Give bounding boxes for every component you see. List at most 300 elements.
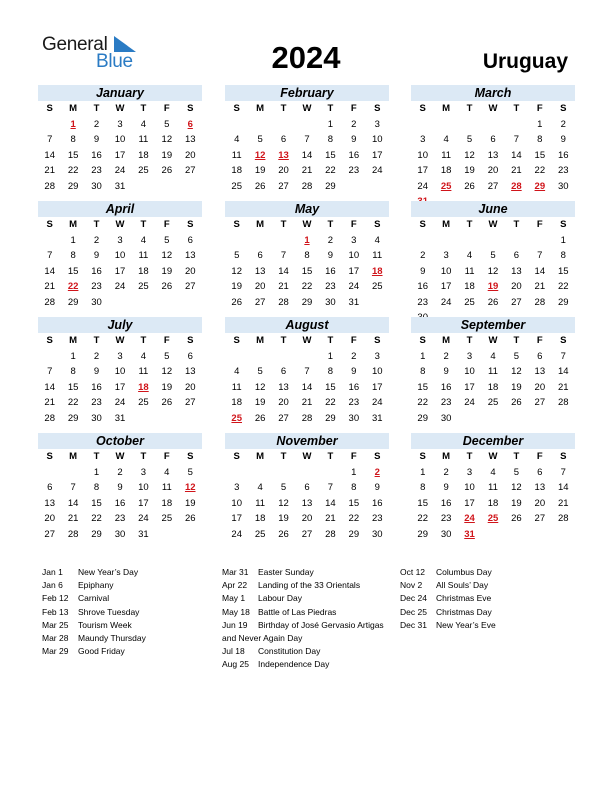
day-cell: 31	[138, 528, 149, 540]
day-cell: 28	[557, 513, 569, 524]
day-cell: 5	[164, 350, 170, 362]
day-cell: 17	[231, 513, 242, 524]
week-row	[411, 248, 575, 264]
holiday-date: Mar 25	[42, 619, 69, 630]
month-march	[411, 85, 575, 210]
day-cell: 3	[374, 118, 380, 130]
day-cell: 8	[351, 482, 357, 493]
empty-cell	[505, 411, 528, 427]
day-cell: 30	[440, 528, 452, 540]
holiday-name: Christmas Eve	[436, 593, 492, 604]
weekday-label: T	[280, 103, 287, 114]
holiday-name: Good Friday	[78, 646, 125, 657]
month-april	[38, 201, 202, 310]
month-title: September	[411, 317, 575, 333]
holiday-list-item	[42, 579, 146, 592]
day-cell: 24	[114, 281, 126, 292]
day-cell: 29	[325, 412, 336, 424]
weekday-header-row	[38, 333, 202, 349]
holiday-date: Feb 12	[42, 593, 69, 604]
holiday-list-item	[222, 606, 384, 619]
day-cell: 13	[301, 497, 313, 509]
day-cell: 1	[93, 466, 100, 478]
day-cell: 21	[557, 497, 569, 509]
week-row	[411, 148, 575, 164]
day-cell: 25	[161, 513, 173, 524]
day-cell: 5	[513, 466, 520, 478]
day-cell: 15	[557, 265, 569, 277]
day-cell: 8	[70, 366, 76, 377]
day-cell: 4	[140, 234, 147, 246]
empty-cell	[272, 349, 295, 365]
day-cell: 29	[417, 412, 428, 424]
day-cell: 18	[161, 497, 173, 509]
day-cell: 24	[114, 397, 126, 408]
week-row	[225, 349, 389, 365]
country-name: Uruguay	[482, 50, 568, 73]
holiday-name: Carnival	[78, 593, 110, 604]
day-cell: 5	[187, 466, 193, 478]
weekday-label: T	[93, 103, 100, 114]
day-cell: 30	[557, 180, 569, 192]
day-cell: 15	[325, 149, 336, 161]
day-cell: 8	[537, 134, 543, 145]
holiday-list-item	[222, 632, 384, 645]
week-row	[38, 496, 202, 512]
week-row	[411, 527, 575, 543]
holiday-name: Epiphany	[78, 580, 114, 591]
day-cell: 9	[443, 482, 449, 493]
day-cell: 4	[234, 134, 240, 145]
day-cell: 4	[257, 482, 263, 493]
empty-cell	[434, 117, 457, 133]
weekday-label: S	[187, 219, 194, 230]
day-cell: 29	[348, 528, 360, 540]
day-cell: 13	[487, 149, 499, 161]
day-cell: 7	[560, 466, 566, 478]
day-cell: 5	[164, 234, 170, 246]
holiday-name: Labour Day	[258, 593, 302, 604]
empty-cell	[295, 465, 318, 481]
holiday-day-cell: 2	[374, 466, 380, 478]
day-cell: 22	[67, 397, 79, 408]
day-cell: 13	[184, 250, 196, 261]
day-cell: 25	[231, 180, 242, 192]
empty-cell	[132, 411, 155, 427]
day-cell: 10	[114, 366, 126, 377]
week-row	[38, 349, 202, 365]
empty-cell	[108, 295, 131, 311]
weekday-label: S	[560, 451, 567, 462]
empty-cell	[295, 117, 318, 133]
weekday-header-row	[225, 101, 389, 117]
day-cell: 15	[417, 381, 428, 393]
day-cell: 10	[138, 482, 149, 493]
holiday-list-item	[42, 645, 146, 658]
holiday-name: Independence Day	[258, 659, 330, 670]
day-cell: 9	[374, 482, 380, 493]
weekday-label: T	[140, 219, 147, 230]
day-cell: 30	[91, 180, 102, 192]
empty-cell	[481, 411, 504, 427]
day-cell: 4	[490, 466, 496, 478]
day-cell: 20	[511, 281, 522, 292]
day-cell: 3	[140, 466, 147, 478]
weekday-label: T	[327, 103, 334, 114]
empty-cell	[225, 233, 248, 249]
day-cell: 19	[278, 513, 289, 524]
day-cell: 20	[487, 165, 499, 176]
week-row	[411, 295, 575, 311]
day-cell: 26	[511, 397, 522, 408]
week-row	[225, 480, 389, 496]
day-cell: 16	[440, 497, 452, 509]
holiday-date: Jan 6	[42, 580, 63, 591]
day-cell: 11	[138, 250, 149, 261]
holiday-day-cell: 12	[254, 149, 266, 161]
weekday-label: S	[46, 451, 53, 462]
day-cell: 22	[325, 397, 336, 408]
day-cell: 29	[301, 296, 313, 308]
day-cell: 5	[234, 250, 240, 261]
empty-cell	[38, 465, 61, 481]
week-row	[411, 279, 575, 295]
day-cell: 4	[374, 234, 380, 246]
day-cell: 24	[138, 513, 149, 524]
day-cell: 17	[114, 381, 126, 393]
day-cell: 24	[371, 165, 383, 176]
day-cell: 26	[464, 180, 475, 192]
holiday-day-cell: 6	[187, 118, 193, 130]
day-cell: 20	[254, 281, 266, 292]
day-cell: 13	[254, 265, 266, 277]
day-cell: 14	[67, 497, 79, 509]
holiday-list-item	[42, 632, 146, 645]
day-cell: 7	[47, 250, 53, 261]
empty-cell	[38, 349, 61, 365]
holiday-date: Mar 29	[42, 646, 69, 657]
day-cell: 21	[67, 513, 79, 524]
holiday-date: Dec 24	[400, 593, 427, 604]
day-cell: 7	[304, 366, 310, 377]
empty-cell	[38, 117, 61, 133]
week-row	[38, 465, 202, 481]
empty-cell	[132, 295, 155, 311]
day-cell: 11	[488, 366, 498, 377]
day-cell: 26	[487, 296, 499, 308]
day-cell: 20	[534, 497, 546, 509]
day-cell: 27	[184, 397, 196, 408]
day-cell: 27	[184, 281, 196, 292]
day-cell: 28	[325, 528, 336, 540]
day-cell: 18	[138, 149, 149, 161]
day-cell: 28	[301, 180, 313, 192]
empty-cell	[366, 295, 389, 311]
week-row	[225, 148, 389, 164]
empty-cell	[458, 233, 481, 249]
week-row	[38, 163, 202, 179]
day-cell: 16	[91, 265, 102, 277]
week-row	[225, 496, 389, 512]
day-cell: 11	[138, 134, 149, 145]
day-cell: 11	[138, 366, 149, 377]
day-cell: 5	[490, 250, 496, 261]
empty-cell	[155, 179, 178, 195]
empty-cell	[225, 465, 248, 481]
weekday-label: T	[513, 219, 520, 230]
day-cell: 30	[114, 528, 126, 540]
holiday-name: Battle of Las Piedras	[258, 606, 337, 617]
week-row	[411, 264, 575, 280]
week-row	[38, 264, 202, 280]
day-cell: 3	[420, 134, 426, 145]
week-row	[38, 395, 202, 411]
day-cell: 5	[164, 118, 170, 130]
day-cell: 12	[464, 149, 475, 161]
day-cell: 15	[301, 265, 313, 277]
day-cell: 12	[161, 366, 173, 377]
weekday-label: W	[488, 103, 498, 114]
weekday-label: F	[163, 219, 170, 230]
weekday-label: T	[140, 451, 147, 462]
empty-cell	[366, 179, 389, 195]
day-cell: 28	[67, 528, 79, 540]
day-cell: 15	[67, 149, 79, 161]
day-cell: 8	[327, 134, 334, 145]
weekday-label: W	[302, 103, 312, 114]
day-cell: 9	[351, 134, 357, 145]
day-cell: 29	[557, 296, 569, 308]
day-cell: 3	[443, 250, 449, 261]
empty-cell	[248, 233, 271, 249]
holiday-name: Constitution Day	[258, 646, 321, 657]
day-cell: 5	[513, 350, 520, 362]
day-cell: 14	[44, 381, 55, 393]
day-cell: 19	[511, 381, 522, 393]
empty-cell	[132, 179, 155, 195]
weekday-label: M	[256, 451, 265, 462]
holiday-day-cell: 25	[440, 180, 452, 192]
week-row	[411, 511, 575, 527]
day-cell: 26	[254, 180, 266, 192]
holiday-list-item	[42, 592, 146, 605]
day-cell: 11	[255, 497, 266, 509]
week-row	[225, 163, 389, 179]
weekday-label: W	[115, 335, 125, 346]
day-cell: 3	[466, 466, 473, 478]
week-row	[411, 411, 575, 427]
holiday-list-item	[222, 566, 384, 579]
day-cell: 25	[254, 528, 266, 540]
day-cell: 24	[440, 296, 452, 308]
holiday-name: Maundy Thursday	[78, 632, 146, 643]
holiday-list-item	[222, 645, 384, 658]
day-cell: 9	[117, 482, 123, 493]
weekday-label: T	[513, 335, 520, 346]
day-cell: 13	[184, 134, 196, 145]
day-cell: 22	[557, 281, 569, 292]
day-cell: 2	[420, 250, 426, 261]
empty-cell	[295, 349, 318, 365]
day-cell: 5	[257, 366, 263, 377]
day-cell: 27	[301, 528, 313, 540]
day-cell: 15	[534, 149, 546, 161]
day-cell: 17	[440, 281, 452, 292]
day-cell: 3	[117, 234, 123, 246]
week-row	[225, 179, 389, 195]
weekday-label: S	[187, 451, 194, 462]
weekday-label: F	[350, 451, 357, 462]
weekday-label: S	[374, 451, 381, 462]
day-cell: 17	[371, 381, 383, 393]
day-cell: 13	[44, 497, 55, 509]
holiday-list-item	[42, 566, 146, 579]
holiday-name: Easter Sunday	[258, 567, 314, 577]
day-cell: 18	[487, 381, 499, 393]
week-row	[411, 179, 575, 195]
day-cell: 20	[184, 265, 196, 277]
day-cell: 8	[70, 250, 76, 261]
week-row	[411, 380, 575, 396]
month-title: June	[411, 201, 575, 217]
day-cell: 27	[511, 296, 522, 308]
holiday-name: All Souls’ Day	[436, 580, 489, 591]
day-cell: 18	[487, 497, 499, 509]
weekday-label: F	[536, 335, 543, 346]
day-cell: 16	[557, 149, 569, 161]
day-cell: 1	[327, 350, 334, 362]
week-row	[225, 411, 389, 427]
weekday-label: T	[93, 335, 100, 346]
weekday-label: W	[115, 219, 125, 230]
holiday-name: New Year’s Eve	[436, 619, 496, 630]
day-cell: 17	[138, 497, 149, 509]
holiday-name: New Year’s Day	[78, 567, 139, 577]
day-cell: 10	[371, 134, 383, 145]
day-cell: 6	[280, 366, 287, 377]
day-cell: 10	[371, 366, 383, 377]
day-cell: 28	[44, 412, 55, 424]
day-cell: 11	[231, 381, 242, 393]
weekday-label: S	[187, 335, 194, 346]
day-cell: 12	[511, 482, 522, 493]
month-june	[411, 201, 575, 326]
week-row	[225, 380, 389, 396]
day-cell: 11	[488, 482, 498, 493]
day-cell: 17	[371, 149, 383, 161]
day-cell: 18	[464, 281, 475, 292]
day-cell: 19	[231, 281, 242, 292]
week-row	[38, 411, 202, 427]
day-cell: 11	[441, 149, 452, 161]
week-row	[38, 233, 202, 249]
day-cell: 2	[443, 466, 449, 478]
day-cell: 6	[47, 482, 53, 493]
day-cell: 15	[325, 381, 336, 393]
day-cell: 21	[325, 513, 336, 524]
day-cell: 21	[511, 165, 522, 176]
day-cell: 16	[91, 381, 102, 393]
holiday-day-cell: 31	[464, 528, 475, 540]
day-cell: 31	[114, 180, 126, 192]
day-cell: 31	[114, 412, 126, 424]
day-cell: 27	[487, 180, 499, 192]
holiday-day-cell: 25	[231, 412, 242, 424]
month-title: May	[225, 201, 389, 217]
empty-cell	[528, 411, 551, 427]
day-cell: 23	[114, 513, 126, 524]
day-cell: 17	[114, 265, 126, 277]
month-may	[225, 201, 389, 310]
holiday-date: Jul 18	[222, 646, 245, 657]
month-title: October	[38, 433, 202, 449]
day-cell: 1	[560, 234, 566, 246]
empty-cell	[225, 117, 248, 133]
empty-cell	[179, 295, 202, 311]
holiday-column	[222, 566, 384, 672]
month-title: April	[38, 201, 202, 217]
holiday-day-cell: 22	[67, 281, 79, 292]
day-cell: 18	[440, 165, 452, 176]
logo-text-general: General	[42, 34, 108, 55]
day-cell: 23	[348, 165, 360, 176]
holiday-day-cell: 12	[184, 482, 196, 493]
weekday-label: T	[466, 219, 473, 230]
day-cell: 8	[420, 482, 426, 493]
day-cell: 17	[464, 497, 475, 509]
day-cell: 30	[440, 412, 452, 424]
day-cell: 6	[304, 482, 310, 493]
holiday-date: Oct 12	[400, 567, 426, 577]
day-cell: 5	[257, 134, 263, 145]
day-cell: 26	[511, 513, 522, 524]
day-cell: 13	[184, 366, 196, 377]
day-cell: 4	[140, 350, 147, 362]
day-cell: 27	[534, 397, 546, 408]
day-cell: 13	[511, 265, 522, 277]
day-cell: 21	[44, 397, 55, 408]
day-cell: 9	[443, 366, 449, 377]
day-cell: 2	[443, 350, 449, 362]
day-cell: 7	[537, 250, 543, 261]
day-cell: 6	[187, 234, 193, 246]
empty-cell	[179, 411, 202, 427]
day-cell: 29	[67, 296, 79, 308]
weekday-label: S	[233, 103, 240, 114]
holiday-day-cell: 13	[278, 149, 289, 161]
holiday-date: Mar 28	[42, 632, 69, 643]
empty-cell	[155, 527, 178, 543]
day-cell: 13	[534, 482, 546, 493]
week-row	[225, 465, 389, 481]
day-cell: 21	[278, 281, 289, 292]
holiday-list-item	[400, 566, 496, 579]
weekday-label: M	[69, 335, 78, 346]
day-cell: 16	[114, 497, 126, 509]
day-cell: 24	[371, 397, 383, 408]
day-cell: 27	[278, 180, 289, 192]
month-july	[38, 317, 202, 426]
weekday-label: T	[327, 219, 334, 230]
week-row	[38, 480, 202, 496]
month-title: January	[38, 85, 202, 101]
holiday-list-item	[42, 606, 146, 619]
week-row	[38, 527, 202, 543]
day-cell: 27	[278, 412, 289, 424]
empty-cell	[411, 233, 434, 249]
empty-cell	[179, 527, 202, 543]
holiday-name: Tourism Week	[78, 619, 132, 630]
